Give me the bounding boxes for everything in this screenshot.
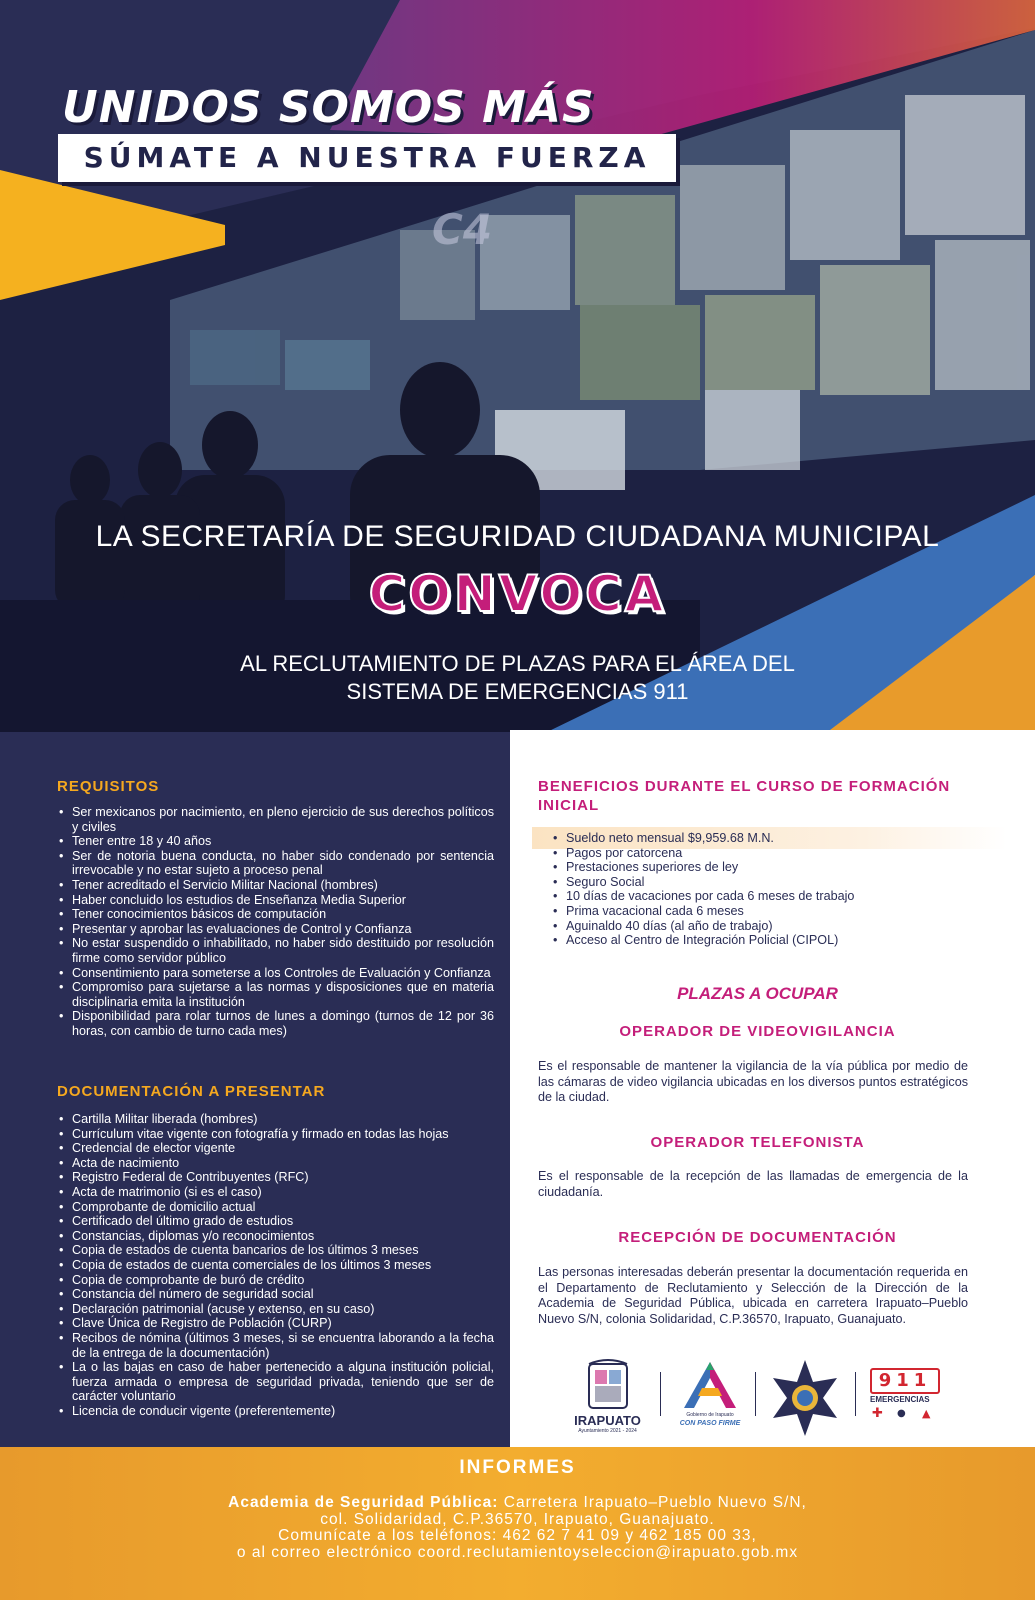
recepcion-text: Las personas interesadas deberán presentar la documentación requerida en el Departamento de Reclutamiento y Selección de la Dirección de la Academia de Seguridad Pública, ubicada en carretera Irapuato–Pueblo Nuevo S/N, colonia Solidaridad, C.P.36570, Irapuato, Guanajuato. [538, 1265, 968, 1326]
list-item: • Sueldo neto mensual $9,959.68 M.N. [566, 831, 1006, 846]
list-item: • Constancia del número de seguridad social [72, 1287, 494, 1302]
requisitos-list [58, 805, 494, 1039]
list-item: • Consentimiento para someterse a los Controles de Evaluación y Confianza [72, 966, 494, 981]
list-item: • Haber concluido los estudios de Enseñanza Media Superior [72, 893, 494, 908]
informes-email[interactable]: o al correo electrónico coord.reclutamientoyseleccion@irapuato.gob.mx [236, 1543, 799, 1561]
911-label: EMERGENCIAS [870, 1395, 930, 1404]
headline: LA SECRETARÍA DE SEGURIDAD CIUDADANA MUNICIPAL [95, 520, 940, 553]
informes-footer [0, 1447, 1035, 1600]
slogan-box [58, 134, 676, 182]
police-badge-logo [765, 1358, 845, 1438]
list-item: • Tener acreditado el Servicio Militar Nacional (hombres) [72, 878, 494, 893]
c4-wall-label: C4 [432, 205, 493, 254]
list-item: • Registro Federal de Contribuyentes (RFC) [72, 1170, 494, 1185]
videovigilancia-heading: OPERADOR DE VIDEOVIGILANCIA [619, 1023, 896, 1040]
paso-firme-text1: Gobierno de Irapuato [686, 1412, 734, 1418]
documentacion-list [58, 1112, 494, 1418]
recepcion-heading: RECEPCIÓN DE DOCUMENTACIÓN [618, 1229, 897, 1246]
list-item: • Disponibilidad para rolar turnos de lunes a domingo (turnos de 12 por 36 horas, con cambio de turno cada mes) [72, 1009, 494, 1038]
list-item: • Clave Única de Registro de Población (CURP) [72, 1316, 494, 1331]
list-item: • Copia de estados de cuenta bancarios de los últimos 3 meses [72, 1243, 494, 1258]
list-item: • Licencia de conducir vigente (preferentemente) [72, 1404, 494, 1419]
list-item: • Currículum vitae vigente con fotografía y firmado en todas las hojas [72, 1127, 494, 1142]
telefonista-text: Es el responsable de la recepción de las llamadas de emergencia de la ciudadanía. [538, 1169, 968, 1199]
list-item: • Copia de estados de cuenta comerciales de los últimos 3 meses [72, 1258, 494, 1273]
paso-firme-a-icon [670, 1358, 750, 1410]
list-item: • Compromiso para sujetarse a las normas y disposiciones que en materia disciplinaria emita la institución [72, 980, 494, 1009]
irapuato-shield-icon [565, 1358, 650, 1414]
list-item: • Declaración patrimonial (acuse y extenso, en su caso) [72, 1302, 494, 1317]
list-item: • Presentar y aprobar las evaluaciones de Control y Confianza [72, 922, 494, 937]
police-star-icon [765, 1358, 845, 1438]
list-item: • Prima vacacional cada 6 meses [566, 904, 1006, 919]
documentacion-heading: DOCUMENTACIÓN A PRESENTAR [57, 1083, 326, 1100]
list-item: • Recibos de nómina (últimos 3 meses, si se encuentra laborando a la fecha de la entrega de la documentación) [72, 1331, 494, 1360]
list-item: • La o las bajas en caso de haber pertenecido a alguna institución policial, fuerza armada o empresa de seguridad privada, teniendo que ser de carácter voluntario [72, 1360, 494, 1404]
police-cap-icon: ● [897, 1408, 906, 1419]
list-item: • Prestaciones superiores de ley [566, 860, 1006, 875]
subtitle-line1: AL RECLUTAMIENTO DE PLAZAS PARA EL ÁREA DEL [240, 651, 795, 676]
convoca-title: CONVOCA [368, 565, 667, 623]
list-item: • Aguinaldo 40 días (al año de trabajo) [566, 919, 1006, 934]
list-item: • Acta de matrimonio (si es el caso) [72, 1185, 494, 1200]
list-item: • Cartilla Militar liberada (hombres) [72, 1112, 494, 1127]
irapuato-name: IRAPUATO [574, 1413, 641, 1428]
subtitle-line2: SISTEMA DE EMERGENCIAS 911 [346, 679, 689, 704]
list-item: • Seguro Social [566, 875, 1006, 890]
list-item: • Pagos por catorcena [566, 846, 1006, 861]
emergencias-911-logo [870, 1358, 945, 1438]
list-item: • Tener entre 18 y 40 años [72, 834, 494, 849]
list-item: • Tener conocimientos básicos de computación [72, 907, 494, 922]
911-number: 911 [870, 1368, 940, 1394]
informes-line2: col. Solidaridad, C.P.36570, Irapuato, Guanajuato. [320, 1510, 715, 1528]
plazas-heading: PLAZAS A OCUPAR [677, 984, 838, 1003]
fire-icon: ▲ [922, 1407, 931, 1420]
logo-divider [755, 1372, 756, 1416]
paso-firme-logo [670, 1358, 750, 1438]
list-item: • Copia de comprobante de buró de crédito [72, 1273, 494, 1288]
recruitment-subtitle [0, 650, 1035, 706]
logo-divider [855, 1372, 856, 1416]
list-item: • No estar suspendido o inhabilitado, no haber sido destituido por resolución firme como servidor público [72, 936, 494, 965]
beneficios-heading: BENEFICIOS DURANTE EL CURSO DE FORMACIÓN INICIAL [538, 778, 951, 814]
informes-heading: INFORMES [459, 1457, 576, 1478]
list-item: • Constancias, diplomas y/o reconocimientos [72, 1229, 494, 1244]
slogan-title: UNIDOS SOMOS MÁS [62, 82, 595, 133]
list-item: • Credencial de elector vigente [72, 1141, 494, 1156]
requisitos-heading: REQUISITOS [57, 778, 160, 795]
list-item: • Ser de notoria buena conducta, no haber sido condenado por sentencia irrevocable y no estar sujeto a proceso penal [72, 849, 494, 878]
irapuato-logo [565, 1358, 650, 1438]
logo-divider [660, 1372, 661, 1416]
slogan-subtitle: SÚMATE A NUESTRA FUERZA [83, 141, 651, 174]
hero-banner [0, 0, 1035, 750]
list-item: • 10 días de vacaciones por cada 6 meses de trabajo [566, 889, 1006, 904]
informes-phones: Comunícate a los teléfonos: 462 62 7 41 09 y 462 185 00 33, [278, 1527, 757, 1544]
paso-firme-text2: CON PASO FIRME [679, 1420, 741, 1427]
informes-line1 [0, 1495, 1035, 1512]
left-column [0, 750, 510, 1447]
videovigilancia-text: Es el responsable de mantener la vigilancia de la vía pública por medio de las cámaras de video vigilancia ubicadas en los diversos puntos estratégicos de la ciudad. [538, 1059, 968, 1104]
informes-academy: Academia de Seguridad Pública: [228, 1494, 499, 1511]
cross-icon: ✚ [872, 1406, 883, 1421]
list-item: • Acceso al Centro de Integración Policial (CIPOL) [566, 933, 1006, 948]
beneficios-list [552, 831, 1006, 948]
right-column [510, 750, 1035, 1447]
list-item: • Comprobante de domicilio actual [72, 1200, 494, 1215]
logos-row [565, 1358, 1005, 1438]
list-item: • Certificado del último grado de estudios [72, 1214, 494, 1229]
list-item: • Acta de nacimiento [72, 1156, 494, 1171]
telefonista-heading: OPERADOR TELEFONISTA [650, 1134, 865, 1151]
irapuato-subtitle: Ayuntamiento 2021 - 2024 [578, 1428, 637, 1434]
informes-text [0, 1495, 1035, 1561]
informes-address: Carretera Irapuato–Pueblo Nuevo S/N, [498, 1494, 807, 1511]
list-item: • Ser mexicanos por nacimiento, en pleno ejercicio de sus derechos políticos y civiles [72, 805, 494, 834]
